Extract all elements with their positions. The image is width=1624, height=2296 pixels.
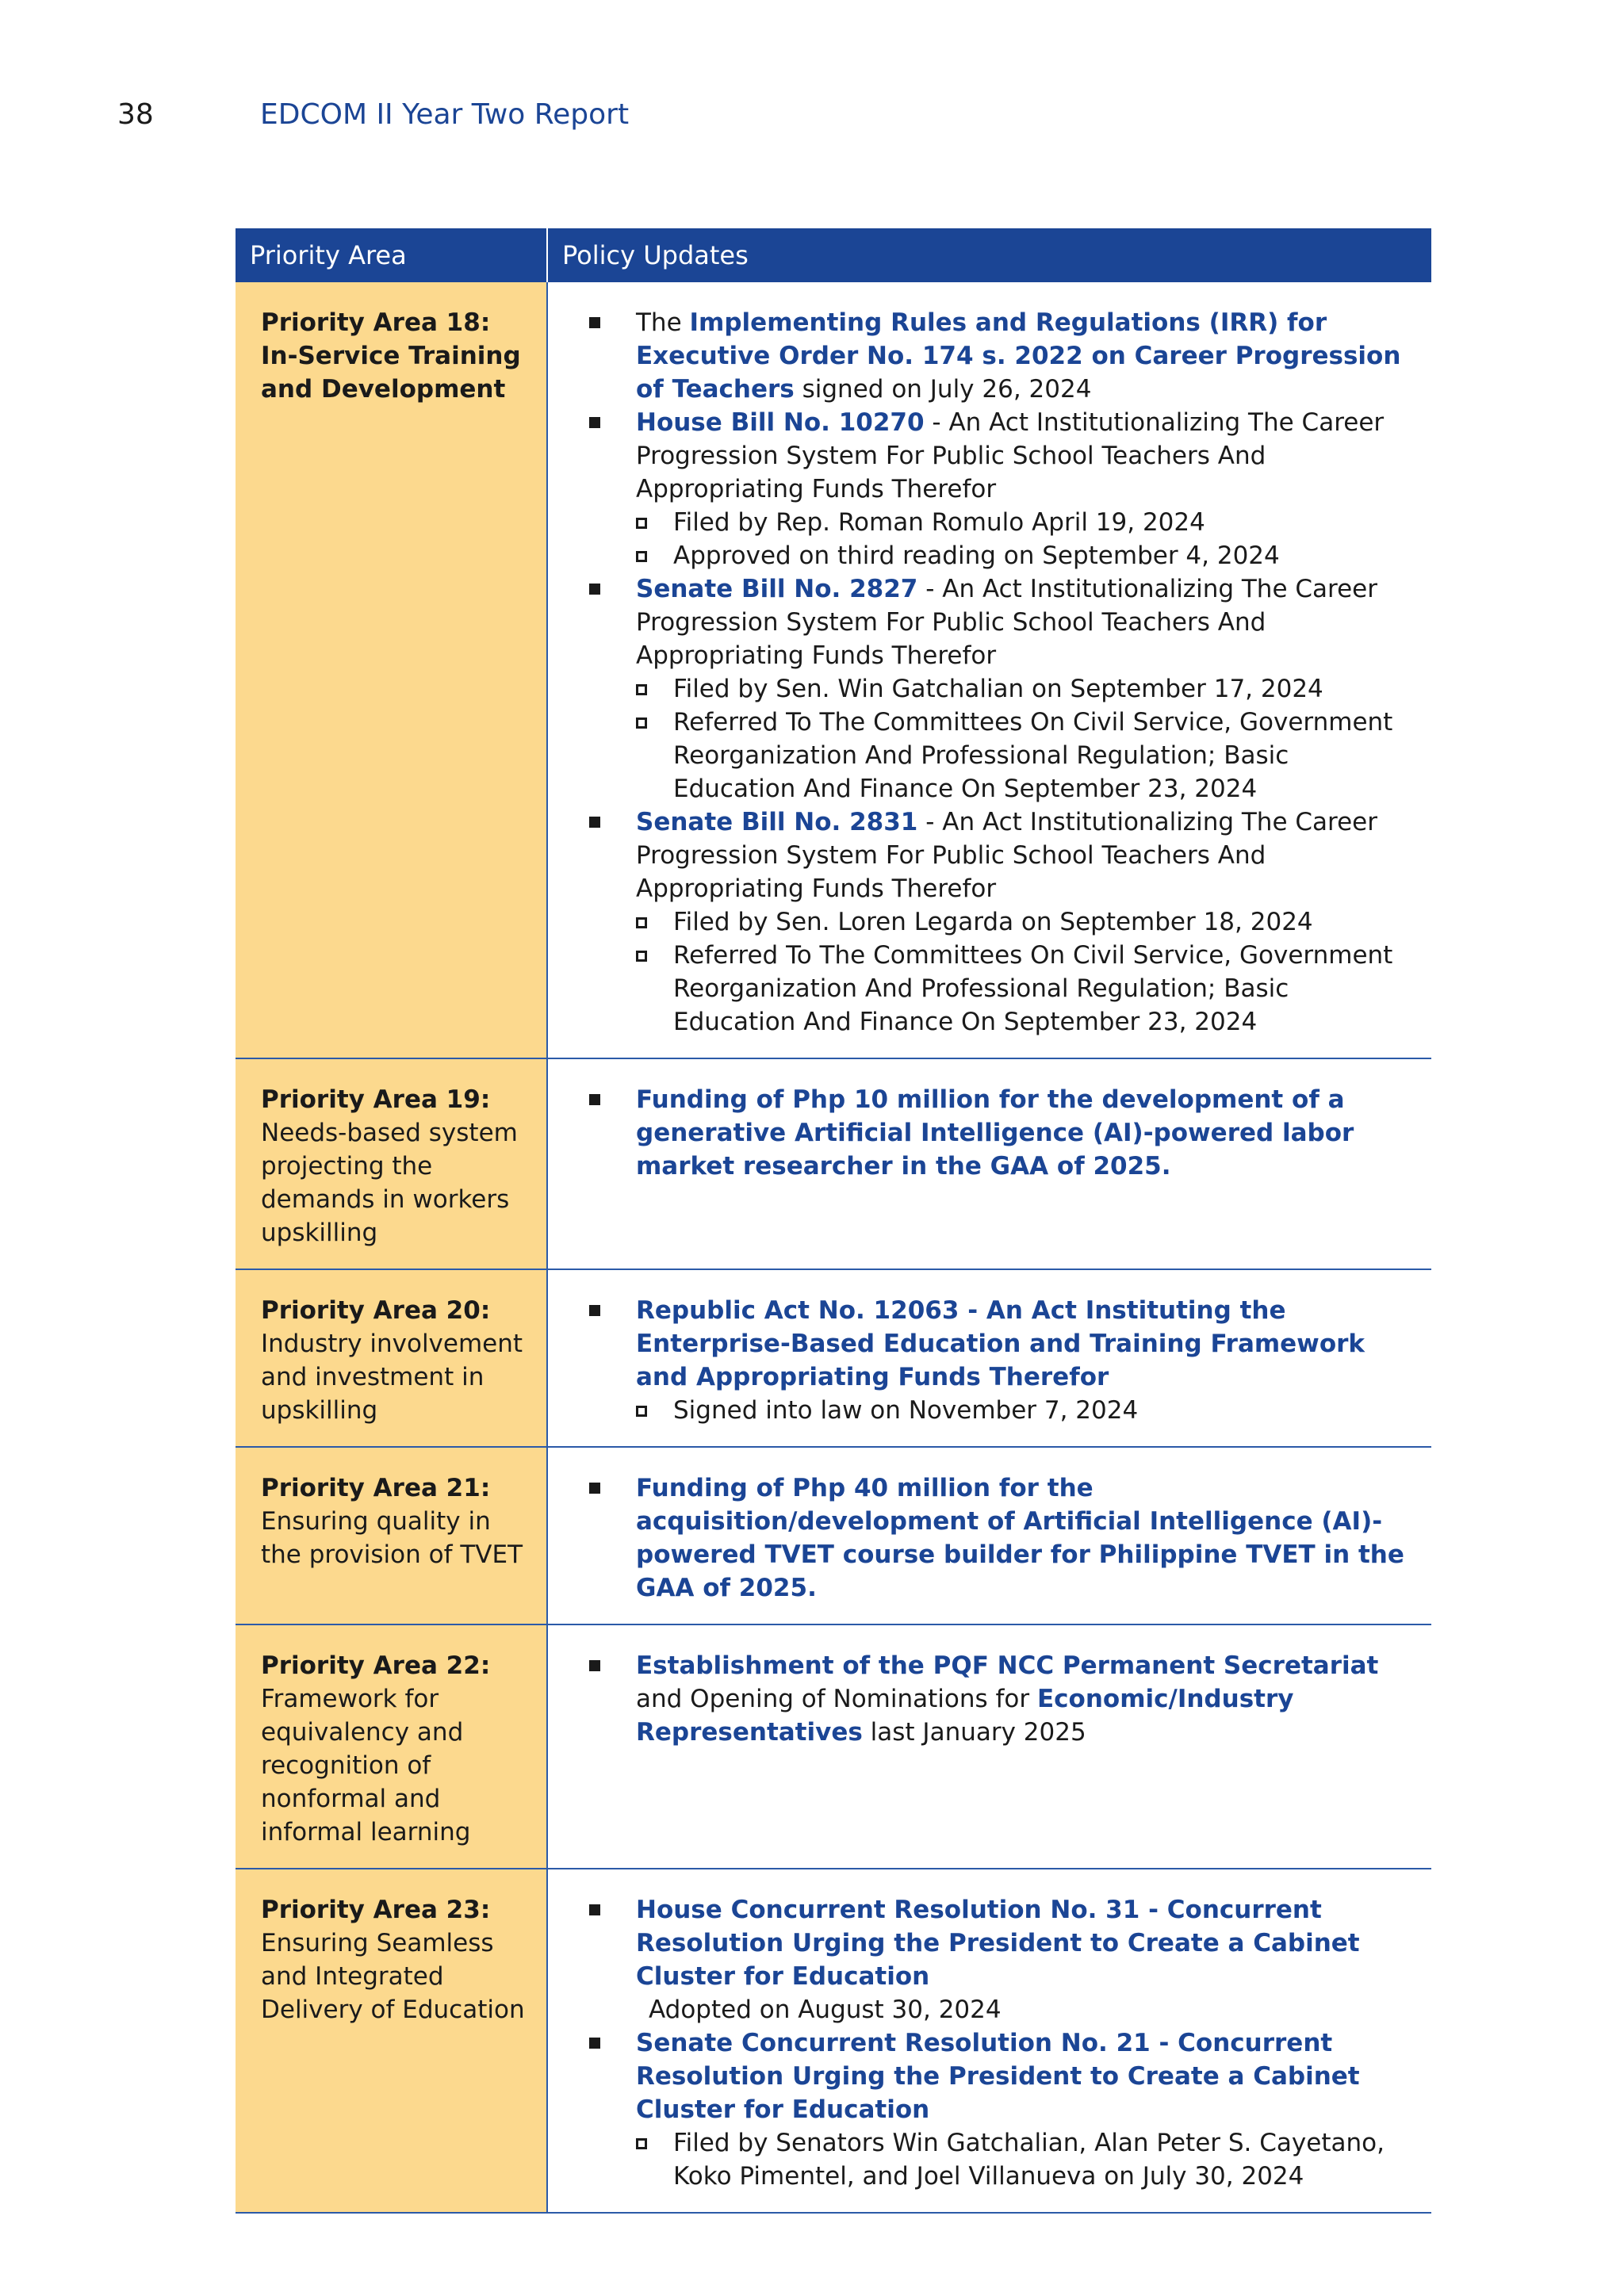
policy-updates-table	[236, 228, 1431, 2214]
priority-area-cell	[236, 1269, 547, 1447]
priority-area-label: Priority Area 19:	[261, 1085, 491, 1114]
policy-link: Senate Bill No. 2831	[636, 808, 918, 836]
column-header-policy-updates: Policy Updates	[547, 228, 1431, 282]
priority-area-cell	[236, 1624, 547, 1869]
policy-link: Republic Act No. 12063 - An Act Instituting the Enterprise-Based Education and Training Framework and Appropriating Funds Therefor	[636, 1296, 1365, 1391]
policy-updates-cell	[547, 1447, 1431, 1624]
policy-updates-cell	[547, 1269, 1431, 1447]
policy-item	[586, 1083, 1411, 1183]
priority-area-label: Priority Area 20:	[261, 1296, 491, 1325]
policy-link: Funding of Php 40 million for the acquisition/development of Artificial Intelligence (AI)-powered TVET course builder for Philippine TVET in the GAA of 2025.	[636, 1474, 1404, 1602]
priority-area-label: Priority Area 18:	[261, 308, 491, 337]
policy-link: Implementing Rules and Regulations (IRR) for Executive Order No. 174 s. 2022 on Career Progression of Teachers	[636, 308, 1401, 404]
page-header	[117, 94, 629, 135]
table-row-priority-area-22	[236, 1624, 1431, 1869]
priority-area-cell	[236, 282, 547, 1058]
policy-sub-item: Filed by Sen. Loren Legarda on September 18, 2024	[636, 905, 1411, 939]
policy-sub-item: Filed by Rep. Roman Romulo April 19, 2024	[636, 506, 1411, 539]
table-row-priority-area-21	[236, 1447, 1431, 1624]
policy-link: House Concurrent Resolution No. 31 - Concurrent Resolution Urging the President to Create a Cabinet Cluster for Education	[636, 1896, 1360, 1991]
policy-item	[586, 2026, 1411, 2193]
policy-note: Adopted on August 30, 2024	[649, 1996, 1002, 2024]
priority-area-label: Priority Area 22:	[261, 1651, 491, 1680]
policy-sub-item: Referred To The Committees On Civil Service, Government Reorganization And Professional Regulation; Basic Education And Finance On September 23, 2024	[636, 939, 1411, 1039]
table-row-priority-area-20	[236, 1269, 1431, 1447]
table-row-priority-area-19	[236, 1058, 1431, 1269]
policy-link: House Bill No. 10270	[636, 408, 925, 437]
policy-link: Funding of Php 10 million for the development of a generative Artificial Intelligence (AI)-powered labor market researcher in the GAA of 2025.	[636, 1085, 1354, 1181]
table-row-priority-area-18	[236, 282, 1431, 1058]
policy-updates-cell	[547, 1624, 1431, 1869]
priority-area-cell	[236, 1058, 547, 1269]
column-header-priority-area: Priority Area	[236, 228, 547, 282]
priority-area-name: Industry involvement and investment in upskilling	[261, 1330, 523, 1425]
priority-area-name: Needs-based system projecting the demands in workers upskilling	[261, 1119, 518, 1247]
policy-updates-cell	[547, 1869, 1431, 2213]
policy-link: Senate Concurrent Resolution No. 21 - Concurrent Resolution Urging the President to Create a Cabinet Cluster for Education	[636, 2029, 1360, 2124]
policy-updates-cell	[547, 1058, 1431, 1269]
priority-area-name: Framework for equivalency and recognition of nonformal and informal learning	[261, 1685, 471, 1846]
priority-area-name: Ensuring Seamless and Integrated Delivery of Education	[261, 1929, 525, 2024]
policy-item: Establishment of the PQF NCC Permanent Secretariat and Opening of Nominations for Economic/Industry Representatives last January 2025	[586, 1649, 1411, 1749]
priority-area-cell	[236, 1869, 547, 2213]
policy-link: Economic/Industry Representatives	[636, 1685, 1294, 1747]
policy-sub-item: Filed by Senators Win Gatchalian, Alan Peter S. Cayetano, Koko Pimentel, and Joel Villanueva on July 30, 2024	[636, 2126, 1411, 2193]
priority-area-label: Priority Area 23:	[261, 1896, 491, 1924]
policy-link: Senate Bill No. 2827	[636, 575, 918, 603]
policy-item: Senate Bill No. 2827 - An Act Institutionalizing The Career Progression System For Public School Teachers And Appropriating Funds Therefor Filed by Sen. Win Gatchalian on September 17, 2024 Referred To The Committees On Civil Service, Government Reorganization And Professional Regulation; Basic Education And Finance On September 23, 2024	[586, 572, 1411, 806]
policy-sub-item: Signed into law on November 7, 2024	[636, 1394, 1411, 1427]
table-row-priority-area-23	[236, 1869, 1431, 2213]
policy-item	[586, 1893, 1411, 2026]
policy-updates-cell	[547, 282, 1431, 1058]
policy-item: Senate Bill No. 2831 - An Act Institutionalizing The Career Progression System For Public School Teachers And Appropriating Funds Therefor Filed by Sen. Loren Legarda on September 18, 2024 Referred To The Committees On Civil Service, Government Reorganization And Professional Regulation; Basic Education And Finance On September 23, 2024	[586, 806, 1411, 1039]
priority-area-label: Priority Area 21:	[261, 1474, 491, 1502]
report-title: EDCOM II Year Two Report	[260, 98, 630, 131]
table-header-row	[236, 228, 1431, 282]
policy-item	[586, 1294, 1411, 1427]
policy-link: Establishment of the PQF NCC Permanent Secretariat	[636, 1651, 1379, 1680]
priority-area-name: Ensuring quality in the provision of TVET	[261, 1507, 523, 1569]
policy-sub-item: Filed by Sen. Win Gatchalian on September 17, 2024	[636, 672, 1411, 706]
policy-sub-item: Approved on third reading on September 4, 2024	[636, 539, 1411, 572]
policy-item: The Implementing Rules and Regulations (IRR) for Executive Order No. 174 s. 2022 on Career Progression of Teachers signed on July 26, 2024	[586, 306, 1411, 406]
priority-area-name: In-Service Training and Development	[261, 342, 521, 404]
policy-item: House Bill No. 10270 - An Act Institutionalizing The Career Progression System For Public School Teachers And Appropriating Funds Therefor Filed by Rep. Roman Romulo April 19, 2024 Approved on third reading on September 4, 2024	[586, 406, 1411, 572]
policy-item	[586, 1471, 1411, 1605]
page-number: 38	[117, 98, 154, 131]
priority-area-cell	[236, 1447, 547, 1624]
policy-sub-item: Referred To The Committees On Civil Service, Government Reorganization And Professional Regulation; Basic Education And Finance On September 23, 2024	[636, 706, 1411, 806]
